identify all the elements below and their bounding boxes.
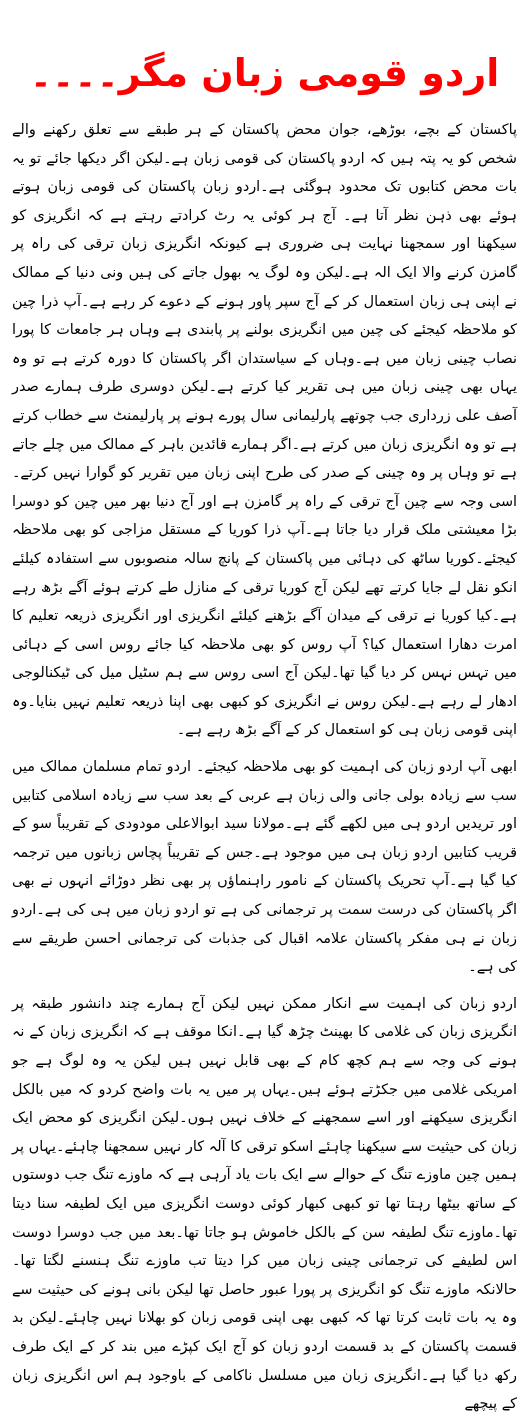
paragraph-intro: پاکستان کے بچے، بوڑھے، جوان محض پاکستان کے ہر طبقے سے تعلق رکھنے والے شخص کو یہ پتہ ہیں کہ اردو پاکستان کی قومی زبان ہے۔لیکن اگر دیکھا جائے تو یہ بات محض کتابوں تک محدود ہوگئی ہے۔اردو زبان پاکستان کی قومی زبان ہوتے ہوئے بھی ذہن نظر آتا ہے۔ آج ہر کوئی یہ رٹ کرادتے رہتے ہے کہ انگریزی کو سیکھنا اور سمجھنا نہایت ہی ضروری ہے کیونکہ انگریزی زبان ترقی کی راہ پر گامزن کرنے والا ایک الہ ہے۔لیکن وہ لوگ یہ بھول جاتے کی ہیں ونی دنیا کے ممالک نے اپنی ہی زبان استعمال کر کے آج سپر پاور ہونے کے دعوے کر رہے ہے۔آپ ذرا چین کو ملاحظہ کیجئے کی چین میں انگریزی بولنے پر پابندی ہے وہاں ہر جامعات کا پورا نصاب چینی زبان میں ہے۔وہاں کے سیاستدان اگر پاکستان کا دورہ کرتے ہے تو وہ یہاں بھی چینی زبان میں ہی تقریر کیا کرتے ہے۔لیکن دوسری طرف ہمارے صدر آصف علی زرداری جب چوتھے پارلیمانی سال پورے ہونے پر پارلیمنٹ سے خطاب کرتے ہے تو وہ انگریزی زبان میں کرتے ہے۔اگر ہمارے قائدین باہر کے ممالک میں چلے جاتے ہے تو وہاں پر وہ چینی کے صدر کی طرح اپنی زبان میں تقریر کو گوارا نہیں کرتے۔اسی وجہ سے چین آج ترقی کے راہ پر گامزن ہے اور آج دنیا بھر میں چین کو دوسرا بڑا معیشتی ملک قرار دیا جاتا ہے۔آپ ذرا کوریا کے مستقل مزاجی کو بھی ملاحظہ کیجئے۔کوریا ساٹھ کی دہائی میں پاکستان کے پانچ سالہ منصوبوں سے استفادہ کیلئے انکو نقل لے جایا کرتے تھے لیکن آج کوریا ترقی کے منازل طے کرتے ہوئے آگے بڑھ رہے ہے۔کیا کوریا نے ترقی کے میدان آگے بڑھنے کیلئے انگریزی اور انگریزی ذریعہ تعلیم کا امرت دھارا استعمال کیا؟ آپ روس کو بھی ملاحظہ کیا جائے روس اسی کے دہائی میں تہس نہس کر دیا گیا تھا۔لیکن آج اسی روس سے ہم سٹیل میل کی ٹیکنالوجی ادھار لے رہے ہے۔لیکن روس نے انگریزی کو کبھی بھی اپنا ذریعہ تعلیم نہیں بنایا۔وہ اپنی قومی زبان ہی کو استعمال کر کے آگے بڑھ رہے ہے۔ [12, 122, 517, 739]
paragraph-importance: ابھی آپ اردو زبان کی اہمیت کو بھی ملاحظہ کیجئے۔ اردو تمام مسلمان ممالک میں سب سے زیادہ بولی جانی والی زبان ہے عربی کے بعد سب سے زیادہ اسلامی کتابیں اور تریدیں اردو ہی میں لکھے گئے ہے۔مولانا سید ابوالاعلی مودودی کے تقریباً سو کے قریب کتابیں اردو زبان ہی میں موجود ہے۔جس کے تقریباً پچاس زبانوں میں ترجمہ کیا گیا ہے۔آپ تحریک پاکستان کے نامور راہنماؤں پر بھی نظر دوڑائے انہوں نے بھی اگر پاکستان کی درست سمت پر ترجمانی کی ہے تو اردو زبان میں ہی کی ہے۔اردو زبان نے ہی مفکر پاکستان علامہ اقبال کی جذبات کی ترجمانی احسن طریقے سے کی ہے۔ [12, 759, 517, 976]
article-title: اردو قومی زبان مگر۔۔۔۔ [29, 51, 500, 96]
article-body [12, 116, 517, 1419]
paragraph-english-slavery: اردو زبان کی اہمیت سے انکار ممکن نہیں لیکن آج ہمارے چند دانشور طبقہ پر انگریزی زبان کی غلامی کا بھینٹ چڑھ گیا ہے۔انکا موقف ہے کہ انگریزی زبان کے نہ ہونے کی وجہ سے ہم کچھ کام کے بھی قابل نہیں ہیں لیکن یہ وہ لوگ ہے جو امریکی غلامی میں جکڑتے ہوئے ہیں۔یہاں پر میں یہ بات واضح کردو کہ میں بالکل انگریزی سیکھنے اور اسے سمجھنے کے خلاف نہیں ہوں۔لیکن انگریزی کو محض ایک زبان کی حیثیت سے سیکھنا چاہئے اسکو ترقی کا آلہ کار نہیں سمجھنا چاہئے۔یہاں پر ہمیں چین ماوزے تنگ کے حوالے سے ایک بات یاد آرہی ہے کہ ماوزے تنگ جب دوستوں کے ساتھ بیٹھا رہتا تھا تو کبھی کبھار کوئی دوست انگریزی میں ایک لطیفہ سنا دیتا تھا۔ماوزے تنگ لطیفہ سن کے بالکل خاموش ہو جاتا تھا۔بعد میں جب دوسرا دوست اس لطیفے کی ترجمانی چینی زبان میں کرا دیتا تب ماوزے تنگ ہنسنے لگتا تھا۔حالانکہ ماوزے تنگ کو انگریزی پر پورا عبور حاصل تھا لیکن بانی ہونے کی حیثیت سے وہ یہ بات ثابت کرتا تھا کہ کبھی بھی اپنی قومی زبان کو بھلانا نہیں چاہئے۔لیکن بد قسمت پاکستان کے بد قسمت اردو زبان کو آج ایک کپڑے میں بند کر کے ایک طرف رکھ دیا گیا ہے۔انگریزی زبان میں مسلسل ناکامی کے باوجود ہم اس انگریزی زبان کے پیچھے [12, 995, 517, 1413]
